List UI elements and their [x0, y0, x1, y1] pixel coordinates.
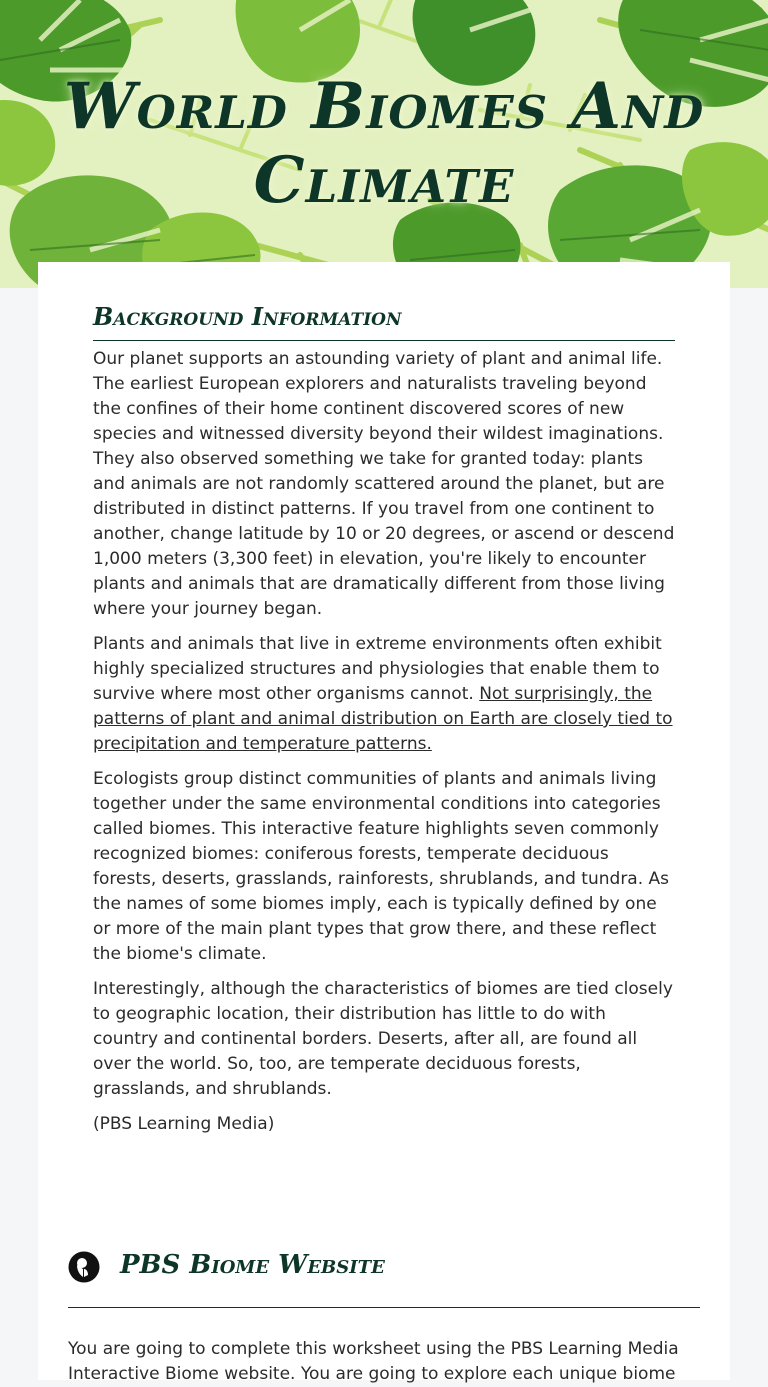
- pbs-heading: PBS Biome Website: [120, 1250, 385, 1280]
- background-text: [93, 347, 675, 1147]
- citation: (PBS Learning Media): [93, 1114, 275, 1134]
- pbs-logo-icon: [68, 1251, 100, 1283]
- content-card: [38, 262, 730, 1384]
- paragraph: Our planet supports an astounding variety of plant and animal life. The earliest European explorers and naturalists traveling beyond the confines of their home continent discovered scores of new species and witnessed diversity beyond their wildest imaginations. They also observed something we take for granted today: plants and animals are not randomly scattered around the planet, but are distributed in distinct patterns. If you travel from one continent to another, change latitude by 10 or 20 degrees, or ascend or descend 1,000 meters (3,300 feet) in elevation, you're likely to encounter plants and animals that are dramatically different from those living where your journey began.: [93, 349, 675, 619]
- hero-banner: [0, 0, 768, 288]
- pbs-section-header: [68, 1247, 700, 1308]
- background-heading: Background Information: [93, 300, 675, 341]
- paragraph: Interestingly, although the characteristics of biomes are tied closely to geographic location, their distribution has little to do with country and continental borders. Deserts, after all, are found all over the world. So, too, are temperate deciduous forests, grasslands, and shrublands.: [93, 979, 673, 1099]
- pbs-intro-text: You are going to complete this worksheet using the PBS Learning Media Interactive Biome website. You are going to explore each unique biome: [68, 1339, 679, 1384]
- paragraph-text: Plants and animals that live in extreme environments often exhibit highly specialized structures and physiologies that enable them to survive where most other organisms cannot.: [93, 634, 662, 704]
- paragraph: Ecologists group distinct communities of plants and animals living together under the same environmental conditions into categories called biomes. This interactive feature highlights seven commonly recognized biomes: coniferous forests, temperate deciduous forests, deserts, grasslands, rainforests, shrublands, and tundra. As the names of some biomes imply, each is typically defined by one or more of the main plant types that grow there, and these reflect the biome's climate.: [93, 769, 670, 964]
- underlined-text: Not surprisingly, the patterns of plant and animal distribution on Earth are closely tied to precipitation and temperature patterns.: [93, 684, 673, 754]
- page-title: World Biomes And Climate: [63, 69, 705, 218]
- paragraph: [93, 632, 675, 757]
